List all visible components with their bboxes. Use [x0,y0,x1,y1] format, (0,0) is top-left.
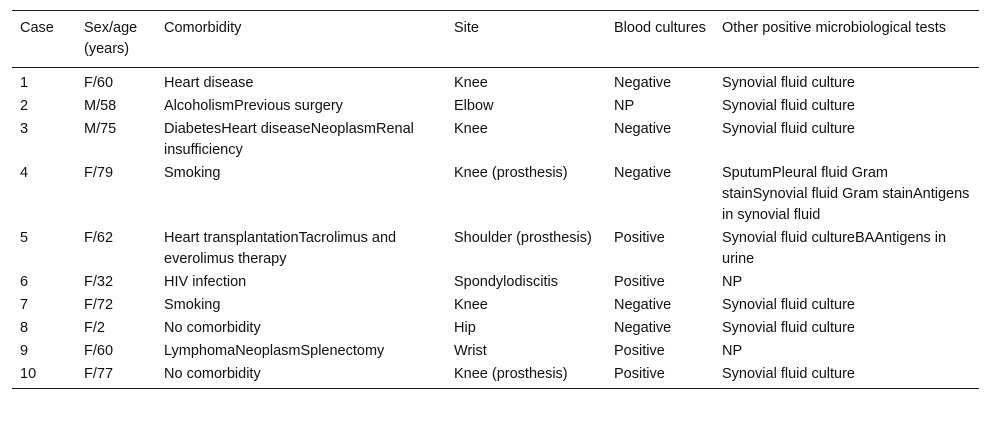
cell-comorbidity: No comorbidity [164,320,261,336]
cell-site: Spondylodiscitis [454,274,558,290]
header-comorbidity: Comorbidity [156,11,446,68]
cell-blood-cultures: NP [614,98,635,114]
cell-site: Knee [454,297,488,313]
table-row [12,363,979,389]
cell-other-tests: Synovial fluid cultureBAAntigens in urine [722,230,947,267]
cell-comorbidity: DiabetesHeart diseaseNeoplasmRenal insufficiency [164,121,414,158]
cell-blood-cultures: Negative [614,121,672,137]
cell-comorbidity: No comorbidity [156,363,446,389]
table-header [12,11,979,68]
cell-comorbidity: Smoking [164,297,221,313]
cell-other-tests: Synovial fluid culture [714,363,979,389]
cell-sex-age: F/60 [84,343,114,359]
cell-comorbidity: HIV infection [164,274,247,290]
table-body [12,68,979,389]
cell-sex-age: F/2 [84,320,105,336]
cell-blood-cultures: Negative [614,320,672,336]
cell-site: Wrist [454,343,487,359]
cell-case: 2 [20,98,29,114]
cell-other-tests: Synovial fluid culture [722,320,855,336]
cell-other-tests: NP [722,343,743,359]
cell-other-tests: Synovial fluid culture [722,75,855,91]
table-row [12,118,979,162]
table-row [12,95,979,118]
cell-site: Knee [454,75,488,91]
cell-sex-age: F/62 [84,230,114,246]
cell-sex-age: F/72 [84,297,114,313]
cell-sex-age: F/77 [76,363,156,389]
cell-case: 6 [20,274,29,290]
cell-case: 10 [12,363,76,389]
cell-other-tests: NP [722,274,743,290]
cell-site: Knee (prosthesis) [446,363,606,389]
cell-site: Knee (prosthesis) [454,165,568,181]
cell-other-tests: Synovial fluid culture [722,121,855,137]
cell-blood-cultures: Negative [614,75,672,91]
header-other-tests: Other positive microbiological tests [714,11,979,68]
cell-blood-cultures: Positive [614,343,665,359]
cell-site: Elbow [454,98,494,114]
table-row [12,340,979,363]
cases-table [12,10,979,389]
cell-site: Knee [454,121,488,137]
cell-comorbidity: Heart disease [164,75,254,91]
header-site: Site [446,11,606,68]
cell-case: 8 [20,320,29,336]
cell-site: Hip [454,320,476,336]
header-sex-age: Sex/age (years) [76,11,156,68]
table-row [12,162,979,227]
cell-sex-age: F/79 [84,165,114,181]
cell-sex-age: M/58 [84,98,117,114]
cell-other-tests: Synovial fluid culture [722,297,855,313]
cell-blood-cultures: Negative [614,165,672,181]
cell-sex-age: F/32 [84,274,114,290]
table-row [12,294,979,317]
cell-case: 7 [20,297,29,313]
cell-site: Shoulder (prosthesis) [454,230,592,246]
header-row [12,11,979,68]
cell-comorbidity: Smoking [164,165,221,181]
cell-blood-cultures: Positive [614,274,665,290]
cell-case: 4 [20,165,29,181]
header-blood-cultures: Blood cultures [606,11,714,68]
header-case: Case [12,11,76,68]
cell-blood-cultures: Positive [606,363,714,389]
cell-blood-cultures: Negative [614,297,672,313]
cell-case: 1 [20,75,29,91]
table-row [12,317,979,340]
table-row [12,68,979,96]
cell-sex-age: F/60 [84,75,114,91]
cell-case: 3 [20,121,29,137]
cell-comorbidity: Heart transplantationTacrolimus and everolimus therapy [164,230,397,267]
cell-sex-age: M/75 [84,121,117,137]
cell-case: 5 [20,230,29,246]
cell-comorbidity: AlcoholismPrevious surgery [164,98,343,114]
table-row [12,227,979,271]
cell-case: 9 [20,343,29,359]
cell-other-tests: Synovial fluid culture [722,98,855,114]
cell-comorbidity: LymphomaNeoplasmSplenectomy [164,343,385,359]
cell-other-tests: SputumPleural fluid Gram stainSynovial fluid Gram stainAntigens in synovial fluid [722,165,970,223]
cell-blood-cultures: Positive [614,230,665,246]
table-row [12,271,979,294]
